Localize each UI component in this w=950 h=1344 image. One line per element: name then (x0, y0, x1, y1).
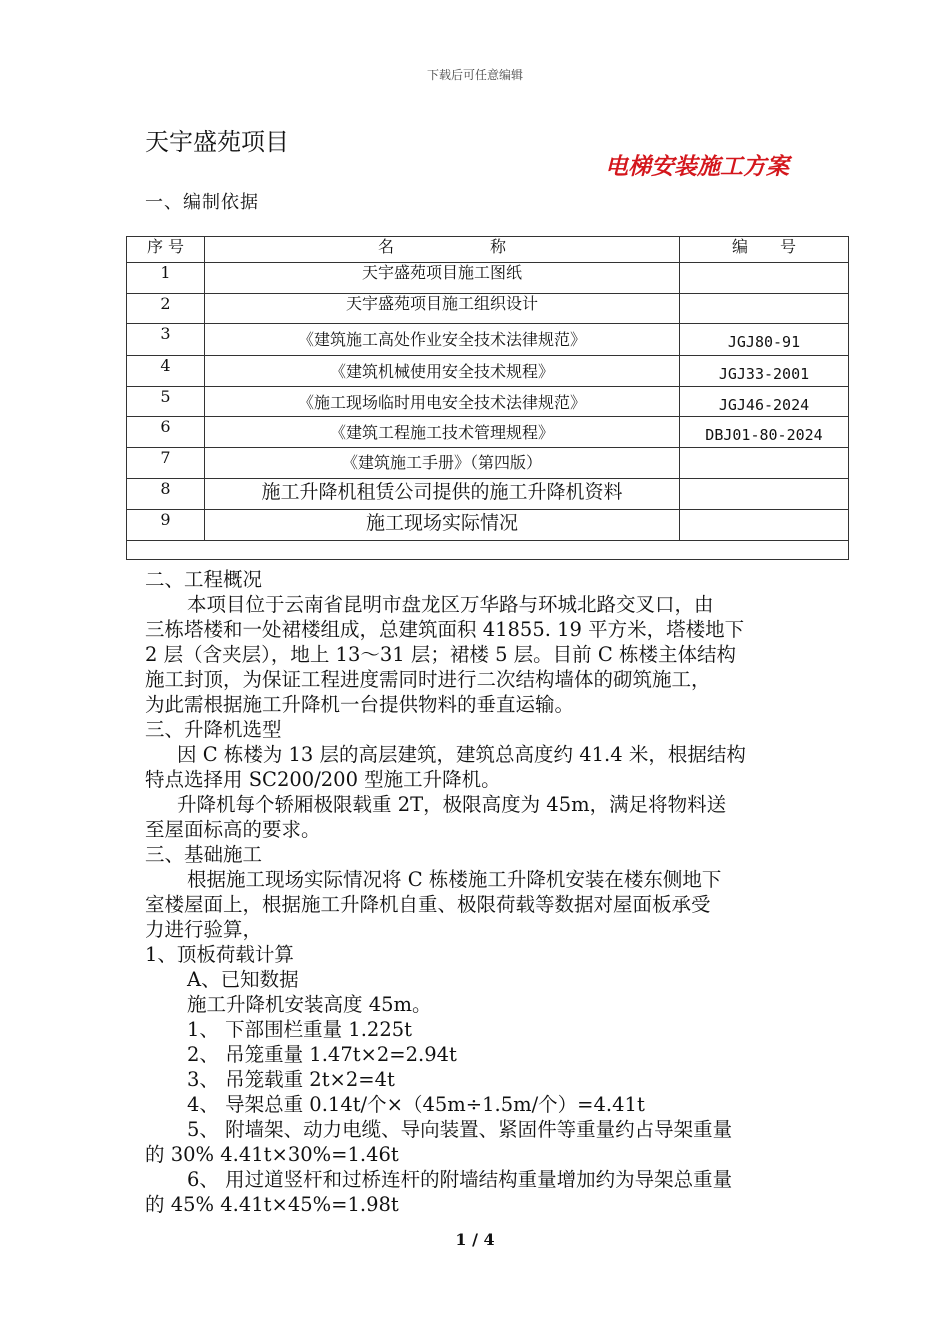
calc-heading: 1、顶板荷载计算 (145, 943, 294, 966)
cell-name: 《施工现场临时用电安全技术法律规范》 (205, 387, 680, 417)
cell-no: 4 (127, 356, 205, 387)
cell-code (680, 263, 849, 294)
paragraph-line: 本项目位于云南省昆明市盘龙区万华路与环城北路交叉口，由 (187, 593, 714, 616)
paragraph-line: 2 层（含夹层），地上 13～31 层；裙楼 5 层。目前 C 栋楼主体结构 (145, 643, 736, 666)
calc-item: 4、 导架总重 0.14t/个×（45m÷1.5m/个）=4.41t (187, 1093, 645, 1116)
cell-code: JGJ46-2024 (680, 387, 849, 417)
table-row (127, 448, 849, 479)
calc-item-cont: 的 45% 4.41t×45%=1.98t (145, 1193, 399, 1216)
paragraph-line: 三栋塔楼和一处裙楼组成，总建筑面积 41855. 19 平方米，塔楼地下 (145, 618, 745, 641)
cell-no: 5 (127, 387, 205, 417)
page-number: 1 / 4 (455, 1230, 495, 1249)
table-row (127, 387, 849, 417)
paragraph-line: 室楼屋面上，根据施工升降机自重、极限荷载等数据对屋面板承受 (145, 893, 711, 916)
cell-code: JGJ80-91 (680, 324, 849, 356)
overview-section (145, 567, 815, 1217)
project-title: 天宇盛苑项目 (145, 128, 289, 156)
cell-no: 2 (127, 294, 205, 324)
cell-code (680, 510, 849, 541)
paragraph-line: 特点选择用 SC200/200 型施工升降机。 (145, 768, 501, 791)
calc-item: 5、 附墙架、动力电缆、导向装置、紧固件等重量约占导架重量 (187, 1118, 733, 1141)
table-row (127, 356, 849, 387)
cell-code: JGJ33-2001 (680, 356, 849, 387)
calc-item: 1、 下部围栏重量 1.225t (187, 1018, 412, 1041)
cell-no: 9 (127, 510, 205, 541)
cell-no: 1 (127, 263, 205, 294)
paragraph-line: 力进行验算， (145, 918, 263, 941)
header-code: 编 号 (680, 237, 849, 263)
cell-name: 天宇盛苑项目施工组织设计 (205, 294, 680, 324)
table-row (127, 324, 849, 356)
document-title: 电梯安装施工方案 (605, 154, 789, 180)
calc-subheading: A、已知数据 (187, 968, 299, 991)
calc-item: 3、 吊笼载重 2t×2=4t (187, 1068, 395, 1091)
section-heading-foundation: 三、基础施工 (145, 843, 263, 866)
table-row (127, 417, 849, 448)
table-row (127, 510, 849, 541)
paragraph-line: 根据施工现场实际情况将 C 栋楼施工升降机安装在楼东侧地下 (187, 868, 722, 891)
calc-item-cont: 的 30% 4.41t×30%=1.46t (145, 1143, 399, 1166)
paragraph-line: 因 C 栋楼为 13 层的高层建筑，建筑总高度约 41.4 米，根据结构 (177, 743, 746, 766)
cell-name: 施工升降机租赁公司提供的施工升降机资料 (205, 479, 680, 510)
paragraph-line: 施工封顶，为保证工程进度需同时进行二次结构墙体的砌筑施工， (145, 668, 711, 691)
header-name: 名 称 (205, 237, 680, 263)
cell-name: 《建筑施工手册》（第四版） (205, 448, 680, 479)
cell-no: 6 (127, 417, 205, 448)
cell-name: 天宇盛苑项目施工图纸 (205, 263, 680, 294)
cell-name: 《建筑机械使用安全技术规程》 (205, 356, 680, 387)
table-header-row (127, 237, 849, 263)
table-row-empty (127, 541, 849, 560)
basis-table (126, 236, 849, 560)
calc-item: 2、 吊笼重量 1.47t×2=2.94t (187, 1043, 457, 1066)
cell-no: 3 (127, 324, 205, 356)
table-row (127, 263, 849, 294)
cell-no: 7 (127, 448, 205, 479)
calc-item: 6、 用过道竖杆和过桥连杆的附墙结构重量增加约为导架总重量 (187, 1168, 733, 1191)
paragraph-line: 升降机每个轿厢极限载重 2T，极限高度为 45m，满足将物料送 (177, 793, 727, 816)
table-row (127, 294, 849, 324)
paragraph-line: 为此需根据施工升降机一台提供物料的垂直运输。 (145, 693, 575, 716)
section-heading-overview: 二、工程概况 (145, 568, 263, 591)
header-no: 序 号 (127, 237, 205, 263)
cell-code (680, 294, 849, 324)
section-heading-selection: 三、升降机选型 (145, 718, 282, 741)
header-note: 下载后可任意编辑 (426, 68, 523, 82)
cell-name: 《建筑施工高处作业安全技术法律规范》 (205, 324, 680, 356)
cell-name: 《建筑工程施工技术管理规程》 (205, 417, 680, 448)
cell-code (680, 448, 849, 479)
table-row (127, 479, 849, 510)
cell-code: DBJ01-80-2024 (680, 417, 849, 448)
calc-line: 施工升降机安装高度 45m。 (187, 993, 432, 1016)
cell-no: 8 (127, 479, 205, 510)
cell-name: 施工现场实际情况 (205, 510, 680, 541)
cell-code (680, 479, 849, 510)
section-heading-basis: 一、编制依据 (145, 192, 259, 213)
paragraph-line: 至屋面标高的要求。 (145, 818, 321, 841)
